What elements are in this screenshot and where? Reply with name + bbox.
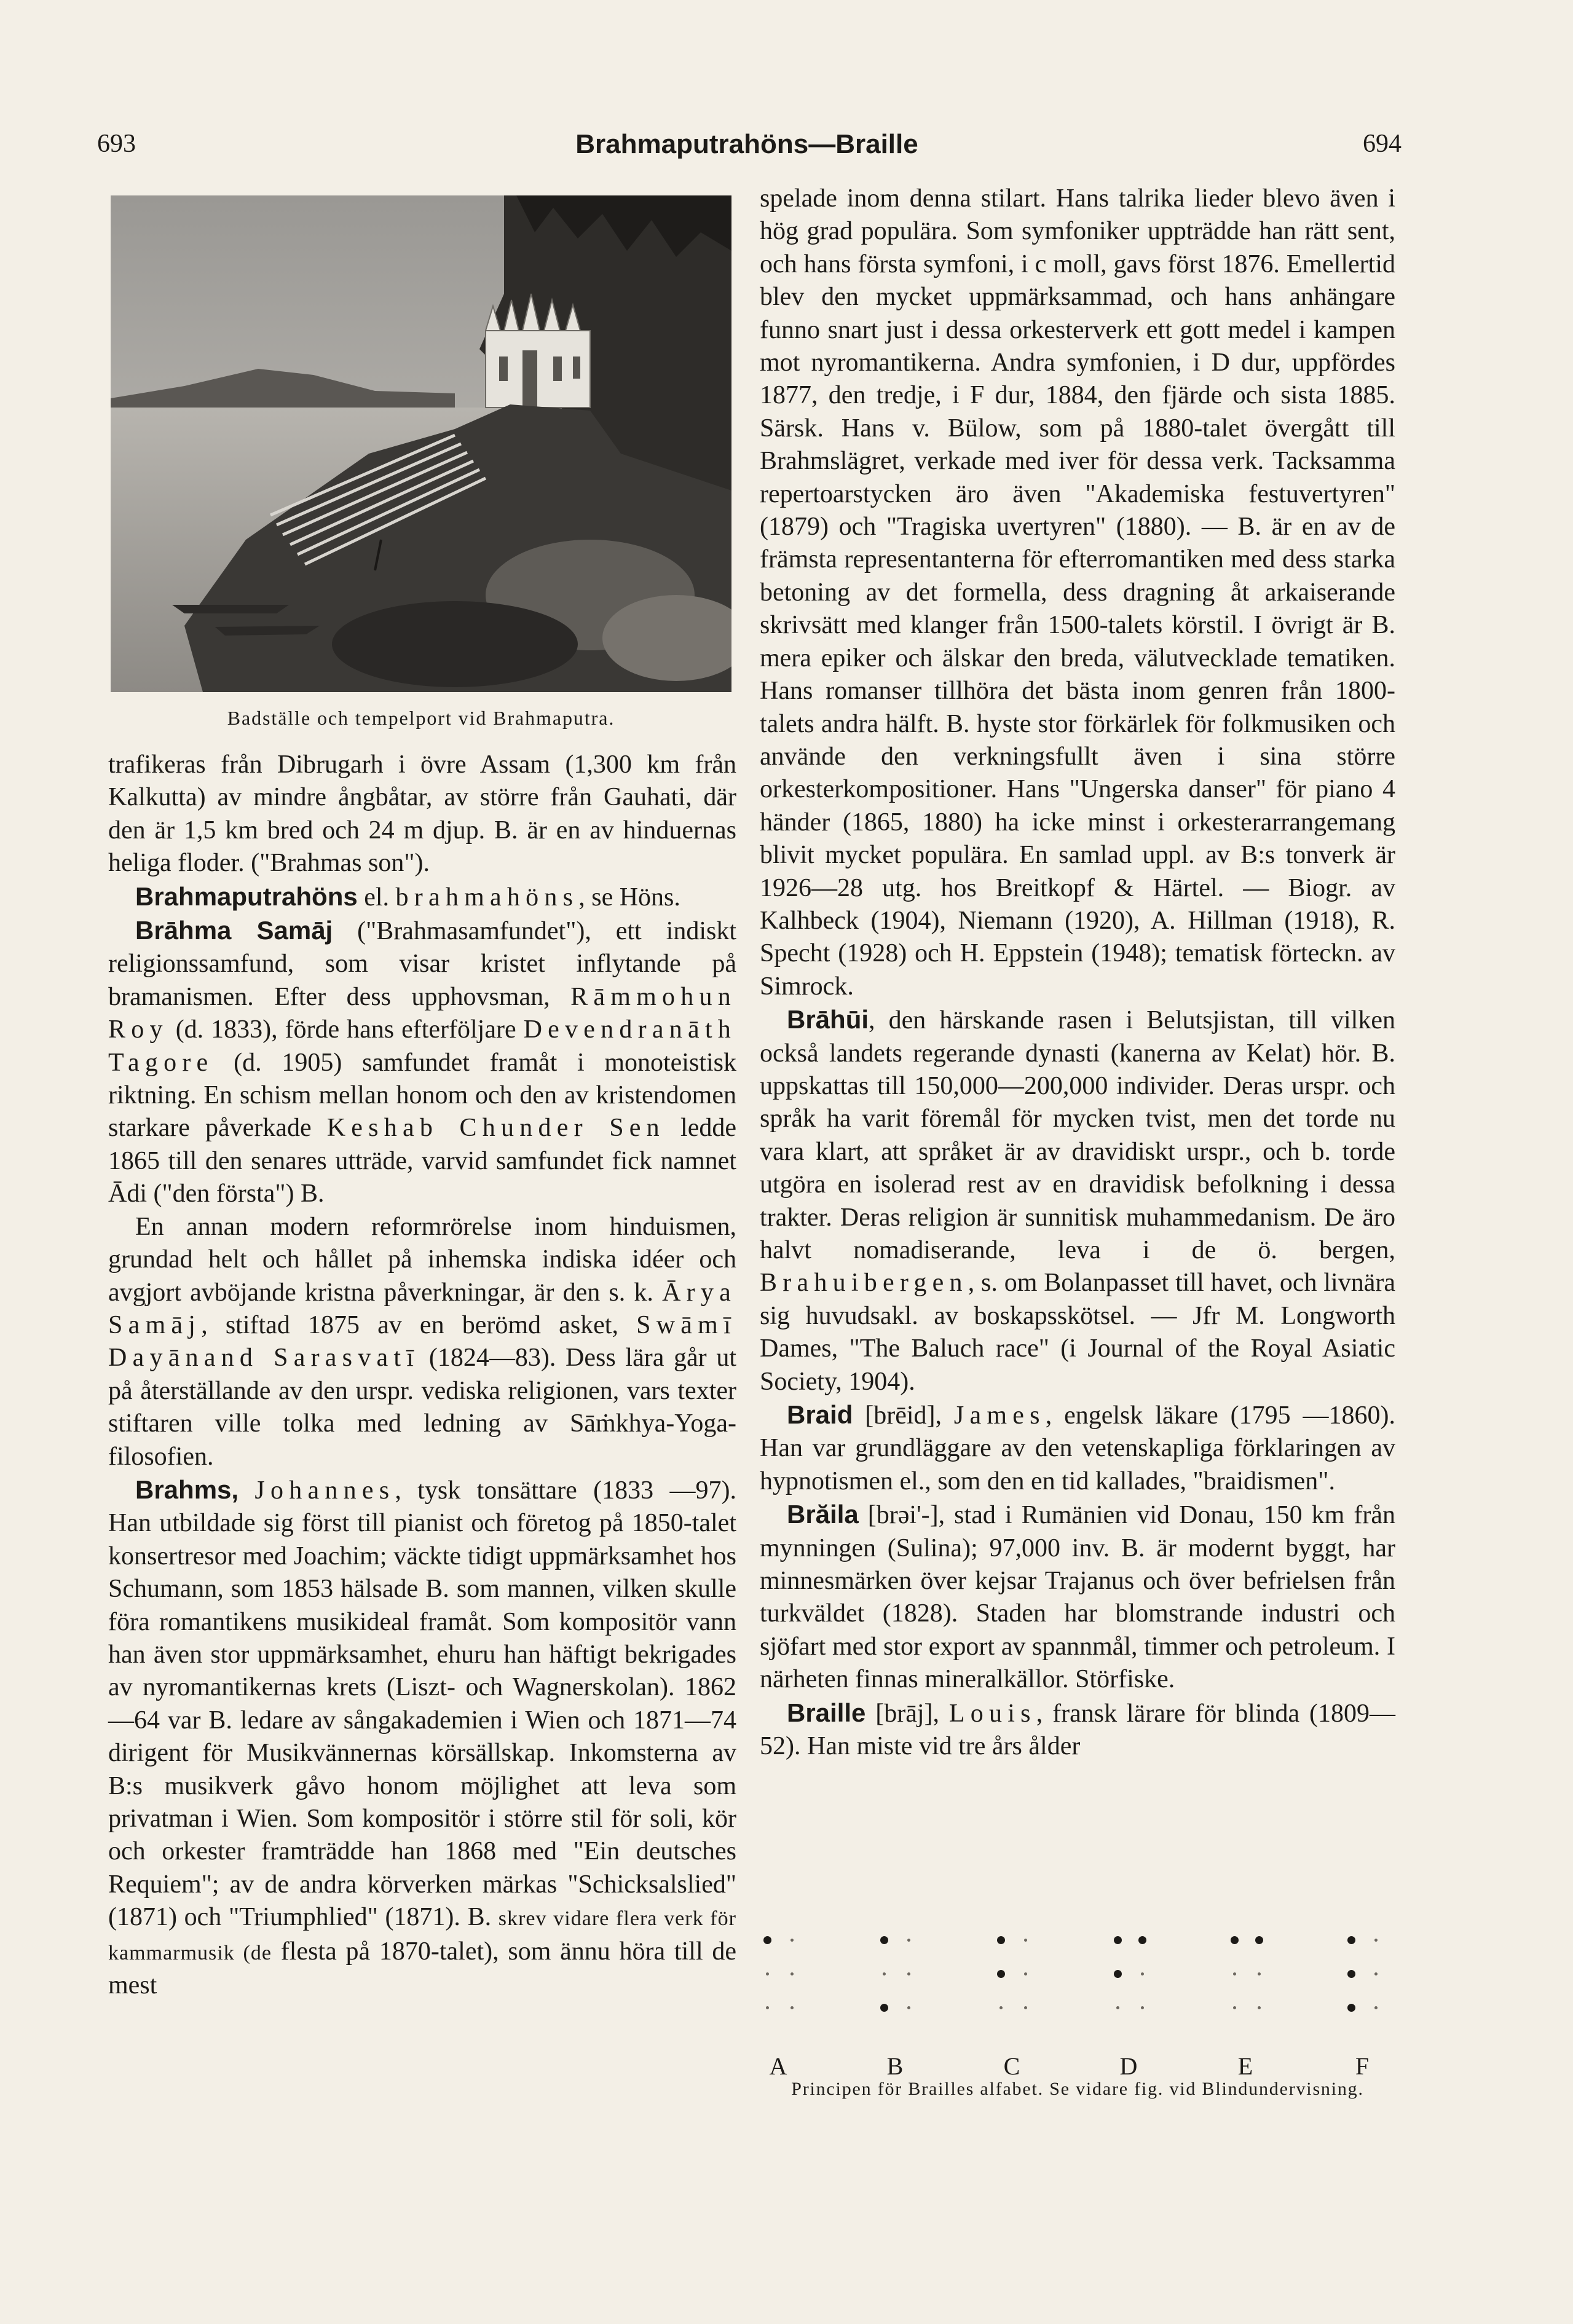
braille-dot-raised [1231, 1936, 1239, 1944]
braille-dot-raised [997, 1936, 1005, 1944]
braille-dot-raised [880, 1936, 888, 1944]
braille-dot-flat [1233, 1972, 1236, 1975]
entry-brahmaputrahons: Brahmaputrahöns el. brahmahöns, se Höns. [135, 881, 680, 912]
braille-dot-flat [1374, 2006, 1378, 2009]
braille-dot-flat [766, 2006, 769, 2009]
braille-cell [880, 1936, 942, 2080]
headword: Brāhūi [787, 1005, 869, 1034]
photo-bathing-place-temple-gate [111, 195, 731, 692]
paragraph-arya-samaj: En annan modern reformrörelse inom hinduismen, grundad helt och hållet på inhemska indiska idéer och avgjort avböjande kristna påverkningar, är den s. k. Ārya Samāj, stiftad 1875 av en berömd asket, Swāmī Dayānand Sarasvatī (1824—83). Dess lära går ut på återställande av den urspr. vediska religionen, vars texter stiftaren ville tolka med ledning av Sāṁkhya-Yoga-filosofien. [108, 1212, 737, 1471]
braille-dot-flat [790, 2006, 794, 2009]
braille-dot-raised [997, 1970, 1005, 1978]
figure-caption: Badställe och tempelport vid Brahmaputra. [227, 707, 615, 729]
braille-letter-label: D [1119, 2052, 1138, 2080]
braille-dot-flat [1233, 2006, 1236, 2009]
paragraph: spelade inom denna stilart. Hans talrika lieder blevo även i hög grad populära. Som symfoniker uppträdde han rätt sent, och hans första symfoni, i c moll, gavs först 1876. Emellertid blev den mycket uppmärksammad, och hans anhängare funno snart just i dessa orkesterverk ett gott medel i kampen mot nyromantikerna. Andra symfonien, i D dur, uppfördes 1877, den tredje, i F dur, 1884, den fjärde och sista 1885. Särsk. Hans v. Bülow, som på 1880-talet övergått till Brahmslägret, verkade med iver för dessa verk. Tacksamma repertoarstycken äro även "Akademiska festuvertyren" (1879) och "Tragiska uvertyren" (1880). — B. är en av de främsta representanterna för efterromantiken med dess starka betoning av det formella, dess dragning åt arkaiserande skrivsätt med klanger från 1500-talets körstil. I övrigt är B. mera epiker och älskar den breda, välutvecklade tematiken. Hans romanser tillhöra det bästa inom genren från 1800-talets andra hälft. B. hyste stor förkärlek för folkmusiken och använde den verkningsfullt även i sina större orkesterkompositioner. Hans "Ungerska danser" för piano 4 händer (1865, 1880) ha icke minst i orkesterarrangemang blivit mycket populära. En samlad uppl. av B:s tonverk är 1926—28 utg. hos Breitkopf & Härtel. — Biogr. av Kalhbeck (1904), Niemann (1920), A. Hillman (1918), R. Specht (1928) och H. Eppstein (1948); tematisk förteckn. av Simrock. [760, 184, 1395, 1001]
braille-dot-flat [1258, 2006, 1261, 2009]
page-number-left: 693 [97, 130, 136, 158]
braille-dot-flat [1024, 1972, 1027, 1975]
braille-letter-label: E [1237, 2052, 1253, 2080]
braille-dot-flat [907, 1972, 910, 1975]
braille-dot-flat [907, 1939, 910, 1942]
braille-cell [1114, 1936, 1175, 2080]
right-column [760, 183, 1395, 1763]
headword: Brăila [787, 1500, 859, 1529]
braille-dot-raised [1347, 1970, 1355, 1978]
running-title: Brahmaputrahöns—Braille [575, 129, 918, 159]
braille-dot-raised [1114, 1970, 1122, 1978]
braille-dot-flat [1024, 2006, 1027, 2009]
braille-letter-label: C [1003, 2052, 1020, 2080]
braille-letter-label: F [1355, 2052, 1370, 2080]
page-header [92, 129, 1402, 172]
braille-dot-flat [1258, 1972, 1261, 1975]
braille-dot-flat [1141, 2006, 1144, 2009]
braille-dot-flat [907, 2006, 910, 2009]
braille-dot-flat [790, 1972, 794, 1975]
braille-cell [997, 1936, 1059, 2080]
braille-cell [1231, 1936, 1292, 2080]
braille-dot-flat [1374, 1939, 1378, 1942]
braille-dot-raised [1138, 1936, 1146, 1944]
braille-alphabet-figure [760, 1936, 1395, 2145]
page-number-right: 694 [1363, 130, 1402, 158]
entry-brahui: Brāhūi, den härskande rasen i Belutsjistan, till vilken också landets regerande dynasti (kanerna av Kelat) hör. B. uppskattas till 150,000—200,000 individer. Deras urspr. och språk ha varit föremål för mycken tvist, men det torde nu vara klart, att språket är av dravidiskt urspr., och b. torde utgöra en isolerad rest av en dravidisk befolkning i dessa trakter. Deras religion är sunnitisk muhammedanism. De äro halvt nomadiserande, leva i de ö. bergen, Brahuibergen, s. om Bolanpasset till havet, och livnära sig huvudsakl. av boskapsskötsel. — Jfr M. Longworth Dames, "The Baluch race" (i Journal of the Royal Asiatic Society, 1904). [760, 1005, 1395, 1396]
headword: Brahmaputrahöns [135, 881, 358, 911]
braille-dot-flat [790, 1939, 794, 1942]
braille-dot-raised [1347, 2004, 1355, 2012]
braille-dot-flat [883, 1972, 886, 1975]
left-column [108, 749, 736, 2002]
braille-dot-raised [1347, 1936, 1355, 1944]
braille-dot-raised [880, 2004, 888, 2012]
braille-cell [1347, 1936, 1409, 2080]
headword: Brāhma Samāj [135, 916, 333, 945]
braille-dot-flat [1141, 1972, 1144, 1975]
braille-caption: Principen för Brailles alfabet. Se vidare fig. vid Blindundervisning. [791, 2079, 1364, 2099]
braille-dot-raised [1114, 1936, 1122, 1944]
braille-dot-flat [1374, 1972, 1378, 1975]
braille-dot-flat [1024, 1939, 1027, 1942]
braille-dot-flat [766, 1972, 769, 1975]
braille-dot-flat [1116, 2006, 1119, 2009]
headword: Braid [787, 1400, 853, 1430]
braille-cell [763, 1936, 825, 2080]
braille-dot-raised [1255, 1936, 1263, 1944]
entry-brahma-samaj: Brāhma Samāj ("Brahmasamfundet"), ett indiskt religionssamfund, som visar kristet inflytande på bramanismen. Efter dess upphovsman, Rāmmohun Roy (d. 1833), förde hans efterföljare Devendranāth Tagore (d. 1905) samfundet framåt i monoteistisk riktning. En schism mellan honom och den av kristendomen starkare påverkade Keshab Chunder Sen ledde 1865 till den senares utträde, varvid samfundet fick namnet Ādi ("den första") B. [108, 916, 737, 1208]
braille-dot-raised [763, 1936, 771, 1944]
entry-braila: Brăila [brəi'-], stad i Rumänien vid Donau, 150 km från mynningen (Sulina); 97,000 inv. B. är modernt byggt, har minnesmärken över kejsar Trajanus och över befrielsen från turkväldet (1828). Staden har blomstrande industri och sjöfart med stor export av spannmål, timmer och petroleum. I närheten finnas mineralkällor. Störfiske. [760, 1500, 1395, 1694]
entry-brahms: Brahms, Johannes, tysk tonsättare (1833 —97). Han utbildade sig först till pianist och företog på 1850-talet konsertresor med Joachim; väckte tidigt uppmärksamhet hos Schumann, som 1853 hälsade B. som mannen, vilken skulle föra romantikens musikideal framåt. Som kompositör vann han även stor uppmärksamhet, ehuru han häftigt bekrigades av nyromantikernas krets (Liszt- och Wagnerskolan). 1862—64 var B. ledare av sångakademien i Wien och 1871—74 dirigent för Musikvännernas körsällskap. Inkomsterna av B:s musikverk gåvo honom möjlighet att leva som privatman i Wien. Som kompositör i större stil för soli, kör och orkester framträdde han 1868 med "Ein deutsches Requiem"; av de andra körverken märkas "Schicksalslied" (1871) och "Triumphlied" (1871). B. skrev vidare flera verk för kammarmusik (de flesta på 1870-talet), som ännu höra till de mest [108, 1475, 737, 2000]
entry-braille: Braille [brāj], Louis, fransk lärare för blinda (1809—52). Han miste vid tre års ålder [760, 1698, 1395, 1761]
headword: Brahms, [135, 1475, 239, 1504]
braille-letter-label: B [886, 2052, 904, 2080]
headword: Braille [787, 1698, 866, 1727]
entry-braid: Braid [brēid], James, engelsk läkare (1795 —1860). Han var grundläggare av den vetenskapliga förklaringen av hypnotismen el., som den en tid kallades, "braidismen". [760, 1400, 1395, 1495]
braille-letter-label: A [769, 2052, 787, 2080]
braille-dot-flat [999, 2006, 1003, 2009]
paragraph: trafikeras från Dibrugarh i övre Assam (1,300 km från Kalkutta) av mindre ångbåtar, av större från Gauhati, där den är 1,5 km bred och 24 m djup. B. är en av hinduernas heliga floder. ("Brahmas son"). [108, 750, 736, 878]
